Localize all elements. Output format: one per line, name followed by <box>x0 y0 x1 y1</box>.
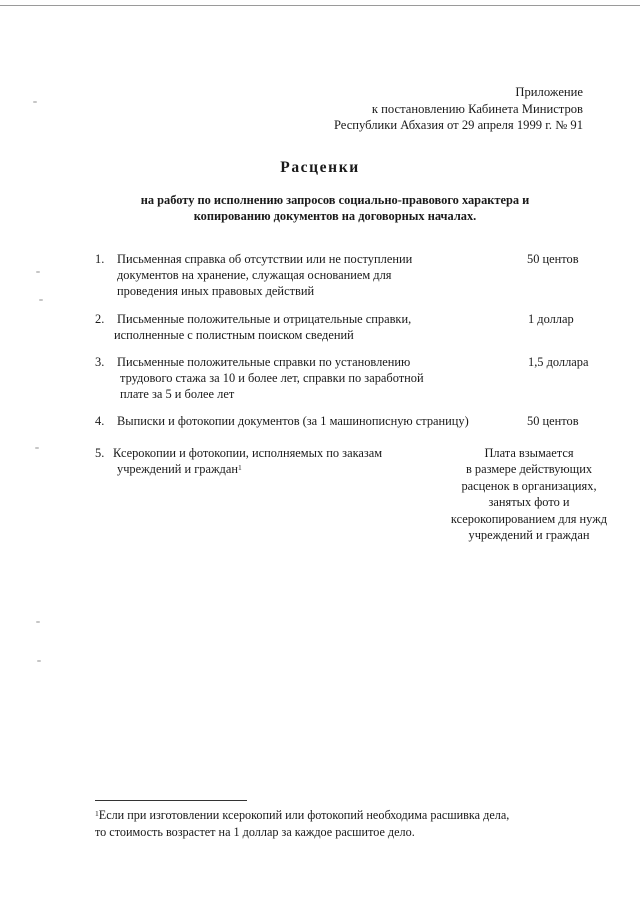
item-price: 50 центов <box>527 252 579 266</box>
appendix-line-2: к постановлению Кабинета Министров <box>371 101 583 116</box>
item-number: 2. <box>95 312 105 326</box>
price-line: ксерокопированием для нужд <box>450 511 608 526</box>
footnote-text: Если при изготовлении ксерокопий или фотокопий необходима расшивка дела, <box>98 808 510 822</box>
price-line: учреждений и граждан <box>468 528 590 543</box>
scan-speck <box>33 101 37 103</box>
item-line-text: учреждений и граждан <box>117 462 238 476</box>
item-description <box>117 354 424 402</box>
scan-speck <box>37 660 41 662</box>
price-line: в размере действующих <box>465 462 593 477</box>
appendix-line-1: Приложение <box>515 85 583 99</box>
item-description <box>117 251 412 299</box>
item-price: 50 центов <box>527 414 579 428</box>
item-line <box>117 461 382 477</box>
item-line: Письменные положительные и отрицательные справки, <box>117 312 412 326</box>
item-line: Письменная справка об отсутствии или не поступлении <box>117 252 413 266</box>
footnote <box>95 807 575 840</box>
item-description <box>113 445 382 477</box>
item-number: 5. <box>95 446 105 460</box>
item-line: исполненные с полистным поиском сведений <box>114 328 354 342</box>
scan-speck <box>36 621 40 623</box>
item-line: плате за 5 и более лет <box>120 387 235 401</box>
price-line: расценок в организациях, <box>461 478 597 493</box>
subtitle-line-1: на работу по исполнению запросов социально-правового характера и <box>140 193 530 207</box>
subtitle-line-2: копированию документов на договорных началах. <box>193 209 477 223</box>
item-price: 1,5 доллара <box>528 355 589 369</box>
footnote-line-2: то стоимость возрастет на 1 доллар за каждое расшитое дело. <box>95 824 415 839</box>
footnote-line-1 <box>95 807 575 824</box>
scan-speck <box>39 299 43 301</box>
footnote-separator <box>95 800 247 801</box>
document-subtitle <box>0 192 640 224</box>
item-number: 1. <box>95 252 105 266</box>
item-number: 3. <box>95 355 105 369</box>
item-line: Ксерокопии и фотокопии, исполняемых по заказам <box>113 446 383 460</box>
appendix-header <box>334 84 583 134</box>
price-line: занятых фото и <box>488 495 570 510</box>
item-description <box>117 413 469 429</box>
item-price: 1 доллар <box>528 312 574 326</box>
item-description <box>114 311 412 343</box>
price-line: Плата взымается <box>484 446 574 460</box>
appendix-line-3: Республики Абхазия от 29 апреля 1999 г. № 91 <box>333 118 583 132</box>
item-number: 4. <box>95 414 105 428</box>
scan-edge-line <box>0 5 640 6</box>
item-line: Письменные положительные справки по установлению <box>117 355 411 369</box>
item-price <box>448 445 610 543</box>
scan-speck <box>36 271 40 273</box>
footnote-mark: 1 <box>95 809 99 818</box>
item-line: проведения иных правовых действий <box>117 284 315 298</box>
item-line: документов на хранение, служащая основанием для <box>117 268 392 282</box>
item-line: трудового стажа за 10 и более лет, справки по заработной <box>120 371 424 385</box>
document-title: Расценки <box>280 159 360 176</box>
footnote-reference: 1 <box>237 463 242 472</box>
scan-speck <box>35 447 39 449</box>
item-line: Выписки и фотокопии документов (за 1 машинописную страницу) <box>117 414 469 428</box>
